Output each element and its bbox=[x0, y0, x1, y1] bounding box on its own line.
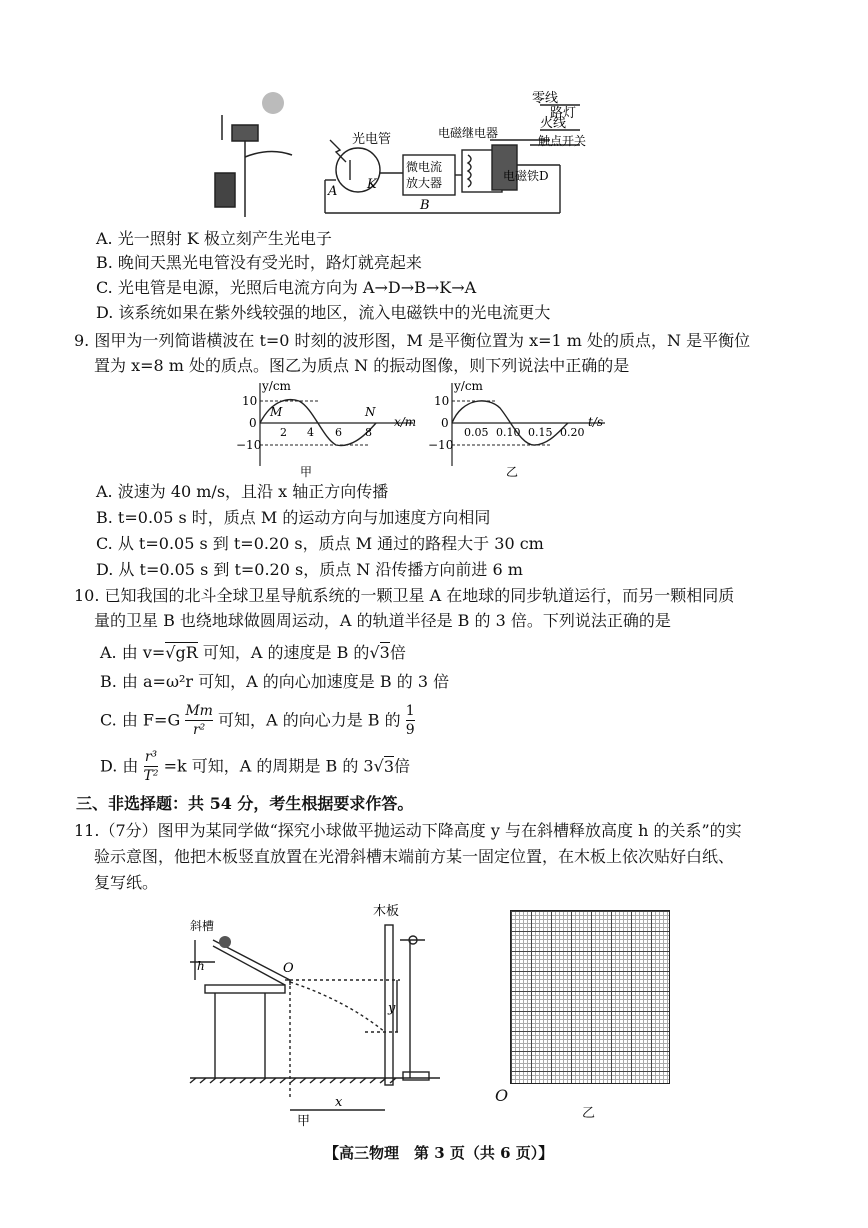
yi-ytick-10: 10 bbox=[434, 394, 450, 408]
q9-graph-yi bbox=[420, 378, 620, 478]
q9-option-c: C. 从 t=0.05 s 到 t=0.20 s，质点 M 通过的路程大于 30 cm bbox=[96, 534, 544, 553]
q10-option-b: B. 由 a=ω²r 可知，A 的向心加速度是 B 的 3 倍 bbox=[100, 672, 450, 691]
q8-option-c: C. 光电管是电源，光照后电流方向为 A→D→B→K→A bbox=[96, 278, 477, 297]
q10-c-num: Mm bbox=[185, 703, 213, 719]
jia-xlabel: x/m bbox=[394, 415, 417, 429]
q8-figure bbox=[200, 85, 587, 223]
yi-caption: 乙 bbox=[506, 465, 519, 479]
yi-xtick-015: 0.15 bbox=[528, 426, 553, 439]
yi-ytick-neg10: −10 bbox=[428, 438, 454, 452]
jia-ytick-0: 0 bbox=[249, 416, 257, 430]
q8-option-d: D. 该系统如果在紫外线较强的地区，流入电磁铁中的光电流更大 bbox=[96, 303, 551, 322]
label-magnet: 电磁铁D bbox=[503, 169, 549, 183]
jia-xtick-2: 2 bbox=[280, 426, 287, 439]
q10-option-c bbox=[100, 702, 415, 739]
q9-option-b: B. t=0.05 s 时，质点 M 的运动方向与加速度方向相同 bbox=[96, 508, 491, 527]
q10-c-fden: 9 bbox=[405, 722, 415, 738]
yi-xtick-020: 0.20 bbox=[560, 426, 585, 439]
section-3-heading: 三、非选择题：共 54 分，考生根据要求作答。 bbox=[76, 794, 414, 813]
yi-ytick-0: 0 bbox=[441, 416, 449, 430]
q11-yi-caption: 乙 bbox=[582, 1106, 596, 1121]
label-O-jia: O bbox=[283, 961, 294, 976]
jia-xtick-6: 6 bbox=[335, 426, 342, 439]
q9-option-d: D. 从 t=0.05 s 到 t=0.20 s，质点 N 沿传播方向前进 6 m bbox=[96, 560, 523, 579]
q10-c-mid: 可知，A 的向心力是 B 的 bbox=[218, 710, 401, 730]
label-lamp: 路灯 bbox=[550, 106, 577, 121]
label-B: B bbox=[420, 198, 430, 213]
jia-xtick-8: 8 bbox=[365, 426, 372, 439]
label-A: A bbox=[328, 184, 338, 199]
q10-a-end: 倍 bbox=[389, 643, 406, 662]
q11-stem-line2: 验示意图，他把木板竖直放置在光滑斜槽末端前方某一固定位置，在木板上依次贴好白纸、 bbox=[94, 847, 735, 866]
q10-c-den: r² bbox=[192, 722, 206, 738]
yi-xtick-010: 0.10 bbox=[496, 426, 521, 439]
q10-a-post: 可知，A 的速度是 B 的 bbox=[197, 643, 370, 662]
q11-stem-line3: 复写纸。 bbox=[94, 873, 159, 892]
street-lamp-icon bbox=[215, 115, 292, 217]
q9-option-a: A. 波速为 40 m/s，且沿 x 轴正方向传播 bbox=[96, 482, 389, 501]
jia-label-N: N bbox=[365, 405, 376, 419]
q10-a-pre: A. 由 v= bbox=[100, 643, 166, 662]
label-relay: 电磁继电器 bbox=[438, 126, 499, 140]
q10-stem-line1: 10. 已知我国的北斗全球卫星导航系统的一颗卫星 A 在地球的同步轨道运行，而另一颗相同质 bbox=[74, 586, 735, 605]
q11-figure-jia bbox=[185, 900, 445, 1130]
q9-stem-line1: 9. 图甲为一列简谐横波在 t=0 时刻的波形图，M 是平衡位置为 x=1 m 处的质点，N 是平衡位 bbox=[74, 331, 751, 350]
q10-a-rad2: 3 bbox=[379, 643, 390, 662]
q11-graph-paper bbox=[510, 910, 670, 1084]
label-x: x bbox=[335, 1095, 343, 1110]
jia-xtick-4: 4 bbox=[307, 426, 314, 439]
q10-d-rad: 3 bbox=[383, 756, 394, 776]
q10-c-pre: C. 由 F=G bbox=[100, 710, 181, 730]
label-chute: 斜槽 bbox=[190, 919, 215, 933]
label-switch: 触点开关 bbox=[538, 134, 587, 148]
yi-xtick-005: 0.05 bbox=[464, 426, 489, 439]
jia-ytick-10: 10 bbox=[242, 394, 258, 408]
label-h: h bbox=[197, 959, 205, 973]
q10-d-mid: =k 可知，A 的周期是 B 的 3 bbox=[163, 756, 374, 776]
q10-d-den: T² bbox=[143, 768, 159, 784]
label-live: 火线 bbox=[540, 116, 567, 131]
q10-a-rad: gR bbox=[175, 643, 198, 662]
label-neutral: 零线 bbox=[532, 91, 559, 106]
yi-ylabel: y/cm bbox=[454, 379, 483, 393]
q10-stem-line2: 量的卫星 B 也绕地球做圆周运动，A 的轨道半径是 B 的 3 倍。下列说法正确的是 bbox=[94, 611, 671, 630]
q10-d-pre: D. 由 bbox=[100, 756, 139, 776]
label-O-yi: O bbox=[495, 1086, 509, 1105]
label-board: 木板 bbox=[373, 904, 400, 919]
q11-stem-line1: 11.（7分）图甲为某同学做“探究小球做平抛运动下降高度 y 与在斜槽释放高度 h 的关系”的实 bbox=[74, 821, 742, 840]
jia-caption: 甲 bbox=[300, 465, 313, 479]
label-y: y bbox=[388, 1001, 396, 1016]
jia-label-M: M bbox=[270, 405, 283, 419]
label-amp1: 微电流 bbox=[406, 160, 443, 174]
q10-d-end: 倍 bbox=[394, 756, 411, 776]
label-amp2: 放大器 bbox=[406, 176, 443, 190]
jia-ytick-neg10: −10 bbox=[236, 438, 262, 452]
q9-stem-line2: 置为 x=8 m 处的质点。图乙为质点 N 的振动图像，则下列说法中正确的是 bbox=[94, 356, 630, 375]
q10-c-fnum: 1 bbox=[405, 703, 415, 719]
q10-d-num: r³ bbox=[144, 749, 158, 765]
q8-option-a: A. 光一照射 K 极立刻产生光电子 bbox=[96, 229, 332, 248]
label-K: K bbox=[367, 177, 377, 192]
page-footer: 【高三物理 第 3 页（共 6 页）】 bbox=[324, 1144, 554, 1162]
q9-graph-jia bbox=[228, 378, 428, 478]
q8-option-b: B. 晚间天黑光电管没有受光时，路灯就亮起来 bbox=[96, 253, 422, 272]
label-phototube: 光电管 bbox=[352, 132, 392, 147]
sun-icon bbox=[262, 92, 284, 114]
q10-option-a: A. 由 v=√gR 可知，A 的速度是 B 的√3倍 bbox=[100, 643, 406, 662]
q10-option-d: D. 由 $\frac{\text{r³}}{\text{T²}}$ =k 可知，A 的周期是 B 的 3√3倍 bbox=[100, 749, 411, 784]
yi-xlabel: t/s bbox=[588, 415, 604, 429]
q11-jia-caption: 甲 bbox=[297, 1114, 311, 1129]
jia-ylabel: y/cm bbox=[262, 379, 291, 393]
